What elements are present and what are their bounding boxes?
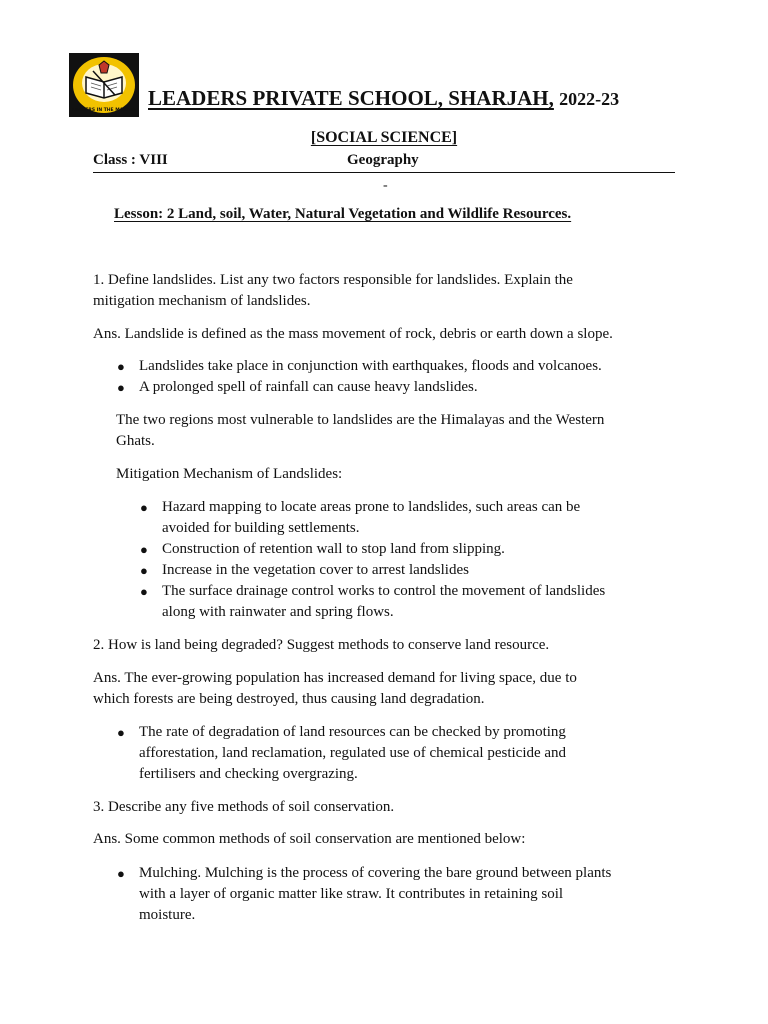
school-logo (69, 53, 139, 117)
list-item: ● Mulching. Mulching is the process of covering the bare ground between plants with a layer of organic matter like straw. It contributes in retaining soil moisture. (117, 865, 612, 923)
mitigation-title: Mitigation Mechanism of Landslides: (116, 466, 343, 482)
answer-1: Ans. Landslide is defined as the mass movement of rock, debris or earth down a slope. (93, 326, 613, 342)
list-item: ● The surface drainage control works to control the movement of landslides along with rainwater and spring flows. (140, 583, 606, 620)
school-name: LEADERS PRIVATE SCHOOL, SHARJAH, (148, 86, 554, 110)
list-item: ● A prolonged spell of rainfall can cause heavy landslides. (117, 379, 478, 395)
class-label: Class : VIII (93, 152, 168, 168)
geography-label: Geography (347, 152, 419, 168)
answer-2: Ans. The ever-growing population has increased demand for living space, due to which forests are being destroyed, thus causing land degradation. (93, 670, 577, 707)
q3-bullet-list (117, 863, 612, 926)
q1-bullet-list (117, 356, 602, 398)
list-item: ● Construction of retention wall to stop land from slipping. (140, 541, 505, 557)
school-title (148, 88, 619, 109)
list-item: ● Hazard mapping to locate areas prone to landslides, such areas can be avoided for building settlements. (140, 499, 581, 536)
separator-dash: - (383, 178, 388, 193)
question-2: 2. How is land being degraded? Suggest methods to conserve land resource. (93, 637, 550, 653)
vulnerable-regions: The two regions most vulnerable to landslides are the Himalayas and the Western Ghats. (116, 412, 605, 449)
school-crest-icon (69, 53, 139, 117)
question-3: 3. Describe any five methods of soil conservation. (93, 799, 395, 815)
lesson-title: Lesson: 2 Land, soil, Water, Natural Vegetation and Wildlife Resources. (114, 206, 572, 222)
list-item: ● The rate of degradation of land resources can be checked by promoting afforestation, land reclamation, regulated use of chemical pesticide and fertilisers and checking overgrazing. (117, 724, 567, 782)
answer-3: Ans. Some common methods of soil conservation are mentioned below: (93, 831, 526, 847)
q2-bullet-list (117, 722, 567, 785)
mitigation-list (140, 497, 606, 623)
list-item: ● Increase in the vegetation cover to arrest landslides (140, 562, 469, 578)
question-1: 1. Define landslides. List any two factors responsible for landslides. Explain the mitigation mechanism of landslides. (93, 272, 573, 309)
subject-title: [SOCIAL SCIENCE] (310, 129, 458, 146)
academic-year: 2022-23 (559, 89, 620, 109)
list-item: ● Landslides take place in conjunction with earthquakes, floods and volcanoes. (117, 358, 602, 374)
svg-text:LEADERS IN THE MAKING: LEADERS IN THE MAKING (72, 108, 136, 113)
class-row (93, 152, 675, 173)
